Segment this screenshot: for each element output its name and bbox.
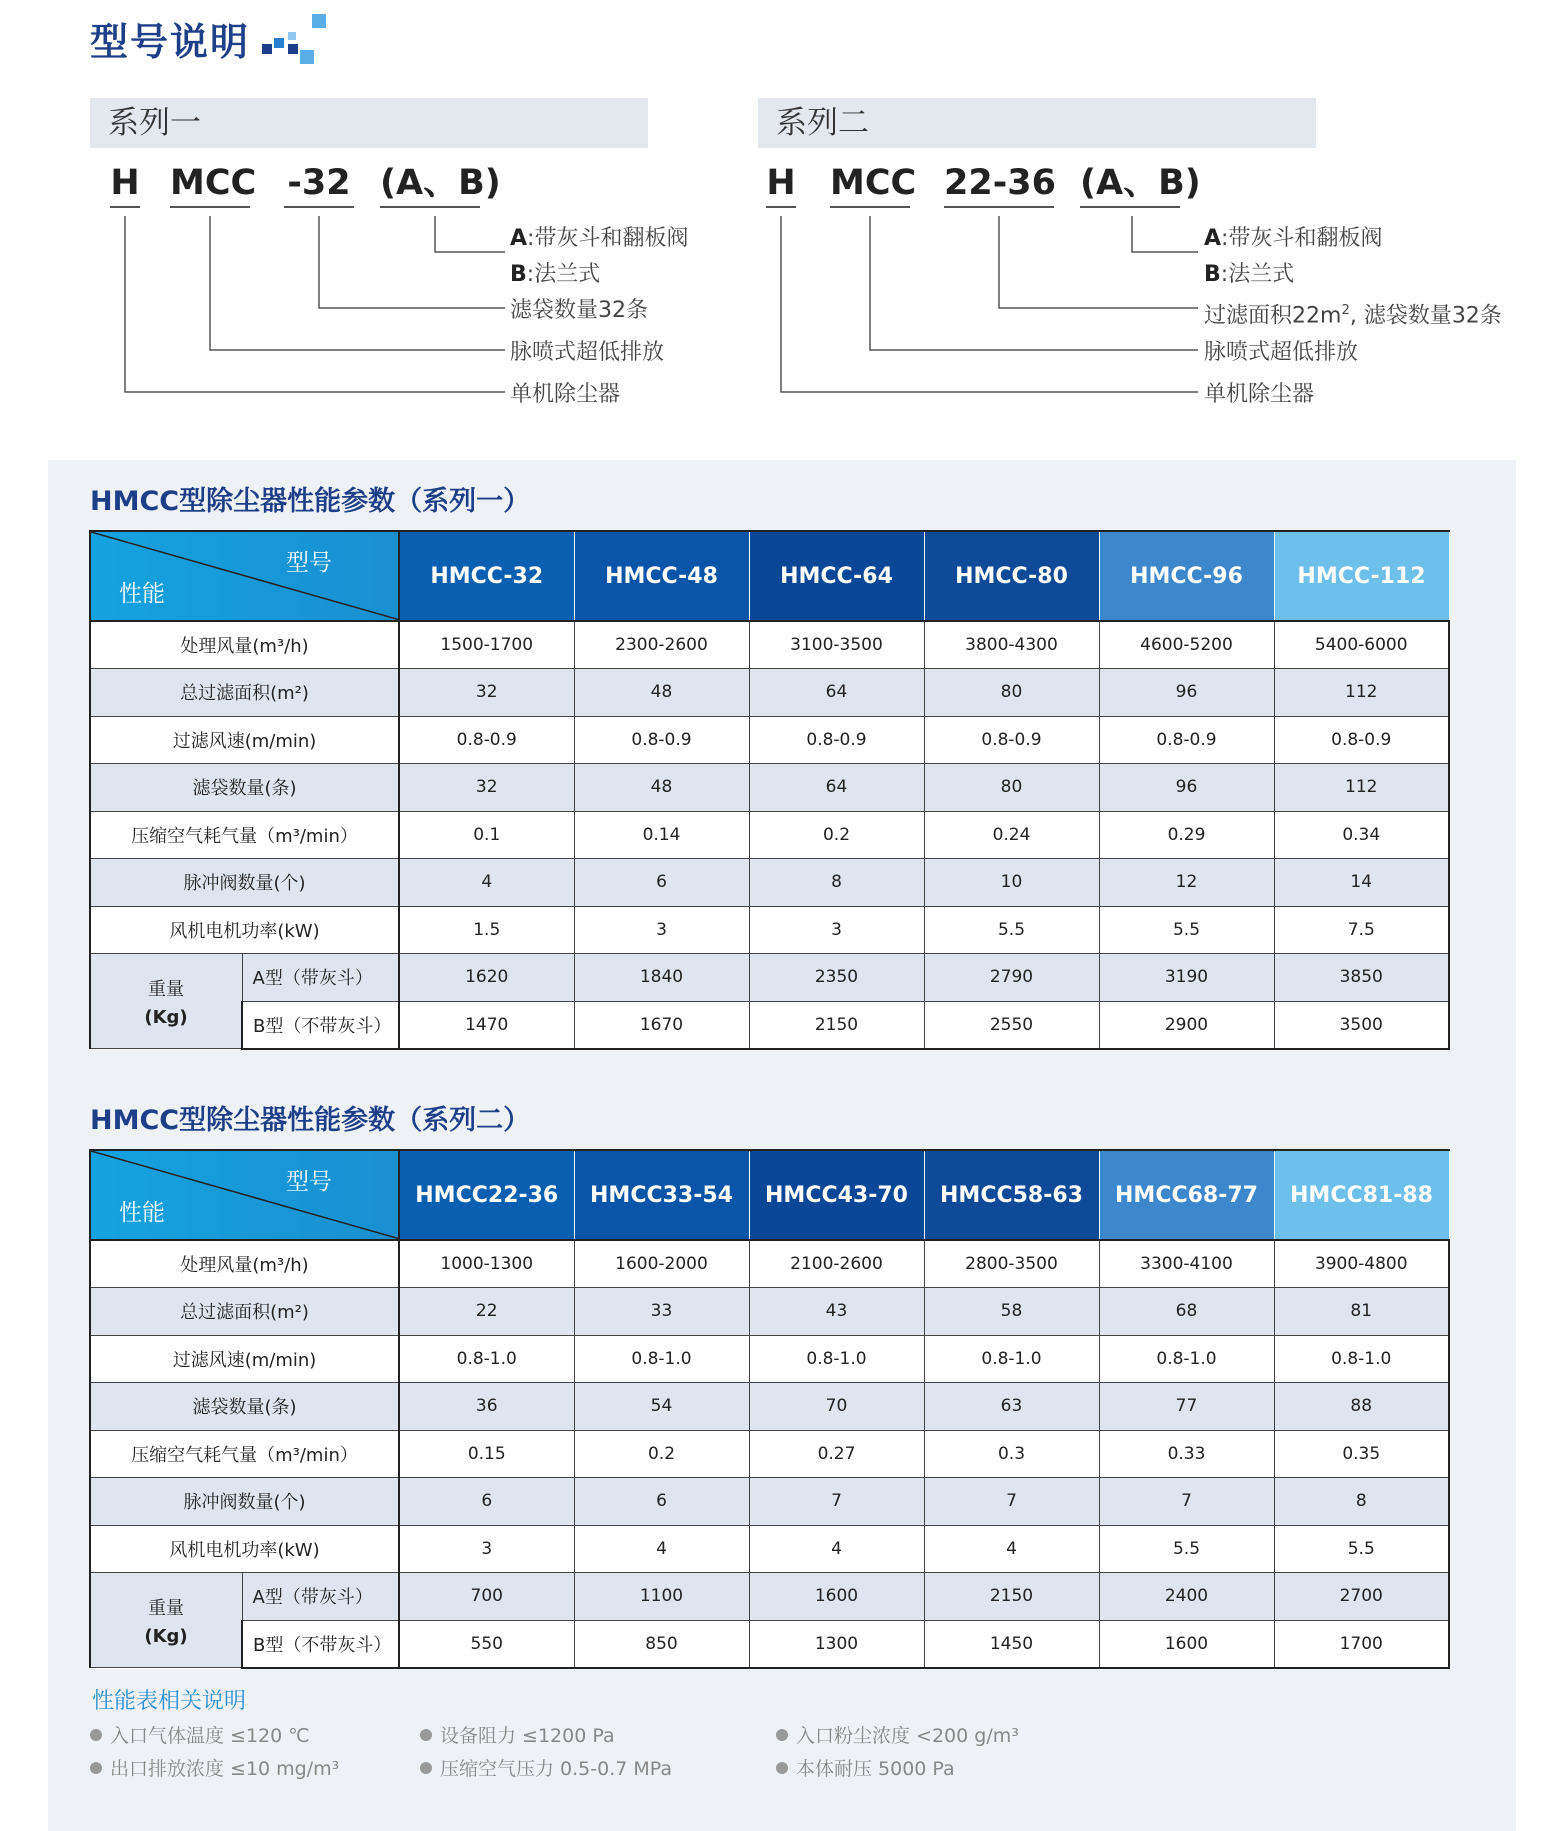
series-two-heading: 系列二 — [758, 98, 1316, 148]
weight-label: 重量 (Kg) — [90, 1573, 242, 1668]
table-cell: 81 — [1274, 1288, 1449, 1336]
table-cell: 64 — [749, 669, 924, 717]
table-cell: 2700 — [1274, 1573, 1449, 1621]
model-header-cell: HMCC-96 — [1099, 531, 1274, 621]
model-header-cell: HMCC58-63 — [924, 1150, 1099, 1240]
table-cell: 2100-2600 — [749, 1240, 924, 1288]
table-cell: 7.5 — [1274, 906, 1449, 954]
table-cell: 7 — [1099, 1478, 1274, 1526]
table-cell: 0.34 — [1274, 811, 1449, 859]
table-cell: 1450 — [924, 1620, 1099, 1668]
spec-table-series-two — [89, 1149, 1450, 1669]
weight-b-label: B型（不带灰斗） — [242, 1620, 399, 1668]
table-cell: 4 — [924, 1525, 1099, 1573]
table-cell: 0.14 — [574, 811, 749, 859]
table-cell: 7 — [749, 1478, 924, 1526]
table-cell: 0.2 — [574, 1430, 749, 1478]
table-row — [90, 1620, 1449, 1668]
table-cell: 7 — [924, 1478, 1099, 1526]
series-two-block — [758, 98, 1502, 418]
model-header-cell: HMCC33-54 — [574, 1150, 749, 1240]
series-two-desc-area: 过滤面积$22m^2$, 滤袋数量32条 — [1204, 303, 1502, 329]
table-cell: 33 — [574, 1288, 749, 1336]
table-cell: 0.29 — [1099, 811, 1274, 859]
table-cell: 0.8-0.9 — [399, 716, 574, 764]
table-cell: 0.8-0.9 — [924, 716, 1099, 764]
table-cell: 3900-4800 — [1274, 1240, 1449, 1288]
table-cell: 3500 — [1274, 1001, 1449, 1049]
table-cell: 0.8-0.9 — [1099, 716, 1274, 764]
table-cell: 1470 — [399, 1001, 574, 1049]
table-cell: 0.24 — [924, 811, 1099, 859]
row-label: 总过滤面积(m²) — [90, 1288, 399, 1336]
code-part: MCC — [830, 160, 910, 208]
table-cell: 3850 — [1274, 954, 1449, 1002]
corner-label-model: 型号 — [286, 1169, 332, 1195]
table-cell: 4 — [749, 1525, 924, 1573]
corner-label-model: 型号 — [286, 550, 332, 576]
table-cell: 4 — [399, 859, 574, 907]
table-cell: 70 — [749, 1383, 924, 1431]
table-cell: 0.8-1.0 — [399, 1335, 574, 1383]
table-cell: 22 — [399, 1288, 574, 1336]
table-row — [90, 621, 1449, 669]
table-cell: 6 — [574, 859, 749, 907]
corner-label-performance: 性能 — [119, 581, 165, 607]
table-cell: 10 — [924, 859, 1099, 907]
table-cell: 0.3 — [924, 1430, 1099, 1478]
notes-title: 性能表相关说明 — [92, 1689, 247, 1714]
weight-b-label: B型（不带灰斗） — [242, 1001, 399, 1049]
code-part: MCC — [170, 160, 250, 208]
table-row — [90, 811, 1449, 859]
table-cell: 5.5 — [1099, 1525, 1274, 1573]
series-two-code — [758, 160, 1316, 210]
note-item: 设备阻力 ≤1200 Pa — [420, 1721, 615, 1748]
table-cell: 2150 — [749, 1001, 924, 1049]
table-header-row — [90, 531, 1449, 621]
table-cell: 0.35 — [1274, 1430, 1449, 1478]
title-decoration-icon — [262, 14, 332, 64]
series-one-code — [90, 160, 648, 210]
table-row — [90, 1240, 1449, 1288]
table-cell: 1300 — [749, 1620, 924, 1668]
table-row — [90, 859, 1449, 907]
series-one-block — [90, 98, 689, 418]
series-one-desc-pulse: 脉喷式超低排放 — [510, 340, 665, 365]
table-cell: 0.8-1.0 — [749, 1335, 924, 1383]
table-cell: 1700 — [1274, 1620, 1449, 1668]
table-cell: 550 — [399, 1620, 574, 1668]
series-two-desc-unit: 单机除尘器 — [1204, 382, 1315, 407]
table-row — [90, 1573, 1449, 1621]
model-header-cell: HMCC43-70 — [749, 1150, 924, 1240]
table-cell: 4 — [574, 1525, 749, 1573]
table-cell: 0.15 — [399, 1430, 574, 1478]
table-cell: 2400 — [1099, 1573, 1274, 1621]
note-item: 出口排放浓度 ≤10 mg/m³ — [90, 1754, 339, 1781]
table-cell: 6 — [574, 1478, 749, 1526]
table-cell: 36 — [399, 1383, 574, 1431]
table-cell: 63 — [924, 1383, 1099, 1431]
table-cell: 96 — [1099, 669, 1274, 717]
series-one-heading: 系列一 — [90, 98, 648, 148]
code-part: (A、B) — [380, 160, 480, 208]
bullet-icon — [420, 1762, 432, 1774]
table-cell: 112 — [1274, 764, 1449, 812]
series-one-desc-unit: 单机除尘器 — [510, 382, 621, 407]
table-cell: 1100 — [574, 1573, 749, 1621]
table-cell: 68 — [1099, 1288, 1274, 1336]
series-two-desc-pulse: 脉喷式超低排放 — [1204, 340, 1359, 365]
table-cell: 14 — [1274, 859, 1449, 907]
series-one-desc-b: B:法兰式 — [510, 262, 601, 287]
table-cell: 1670 — [574, 1001, 749, 1049]
row-label: 脉冲阀数量(个) — [90, 1478, 399, 1526]
table-cell: 2790 — [924, 954, 1099, 1002]
table-cell: 3800-4300 — [924, 621, 1099, 669]
table-two-title: HMCC型除尘器性能参数（系列二） — [90, 1105, 531, 1136]
bullet-icon — [90, 1762, 102, 1774]
table-cell: 2150 — [924, 1573, 1099, 1621]
table-cell: 3100-3500 — [749, 621, 924, 669]
model-header-cell: HMCC81-88 — [1274, 1150, 1449, 1240]
bullet-icon — [90, 1729, 102, 1741]
table-cell: 2800-3500 — [924, 1240, 1099, 1288]
row-label: 总过滤面积(m²) — [90, 669, 399, 717]
table-header-row — [90, 1150, 1449, 1240]
table-cell: 3300-4100 — [1099, 1240, 1274, 1288]
table-cell: 1600 — [1099, 1620, 1274, 1668]
table-cell: 0.8-1.0 — [1274, 1335, 1449, 1383]
table-row — [90, 1288, 1449, 1336]
table-row — [90, 764, 1449, 812]
table-cell: 80 — [924, 764, 1099, 812]
row-label: 过滤风速(m/min) — [90, 716, 399, 764]
table-cell: 0.8-0.9 — [1274, 716, 1449, 764]
weight-a-label: A型（带灰斗） — [242, 1573, 399, 1621]
table-cell: 5.5 — [1099, 906, 1274, 954]
table-row — [90, 716, 1449, 764]
table-one-title: HMCC型除尘器性能参数（系列一） — [90, 486, 531, 517]
model-header-cell: HMCC68-77 — [1099, 1150, 1274, 1240]
table-row — [90, 1525, 1449, 1573]
table-cell: 0.2 — [749, 811, 924, 859]
table-cell: 0.8-0.9 — [574, 716, 749, 764]
table-cell: 2550 — [924, 1001, 1099, 1049]
table-cell: 4600-5200 — [1099, 621, 1274, 669]
table-cell: 1840 — [574, 954, 749, 1002]
model-header-cell: HMCC-112 — [1274, 531, 1449, 621]
table-row — [90, 1001, 1449, 1049]
table-cell: 12 — [1099, 859, 1274, 907]
code-part: 22-36 — [944, 160, 1054, 208]
row-label: 滤袋数量(条) — [90, 1383, 399, 1431]
page-title-block — [90, 12, 250, 72]
code-part: H — [766, 160, 796, 208]
table-cell: 0.8-0.9 — [749, 716, 924, 764]
bullet-icon — [776, 1729, 788, 1741]
page-title: 型号说明 — [90, 20, 251, 64]
table-cell: 48 — [574, 764, 749, 812]
table-cell: 1000-1300 — [399, 1240, 574, 1288]
series-one-connector-lines — [90, 208, 810, 408]
model-header-cell: HMCC-80 — [924, 531, 1099, 621]
table-cell: 3 — [399, 1525, 574, 1573]
table-row — [90, 1383, 1449, 1431]
table-cell: 5400-6000 — [1274, 621, 1449, 669]
note-item: 入口气体温度 ≤120 ℃ — [90, 1721, 310, 1748]
table-cell: 54 — [574, 1383, 749, 1431]
note-item: 本体耐压 5000 Pa — [776, 1754, 955, 1781]
table-corner-cell — [90, 531, 399, 621]
series-two-desc-a: A:带灰斗和翻板阀 — [1204, 226, 1383, 251]
table-cell: 2300-2600 — [574, 621, 749, 669]
row-label: 处理风量(m³/h) — [90, 1240, 399, 1288]
table-row — [90, 1430, 1449, 1478]
table-cell: 1600-2000 — [574, 1240, 749, 1288]
note-item: 压缩空气压力 0.5-0.7 MPa — [420, 1754, 672, 1781]
table-cell: 0.1 — [399, 811, 574, 859]
table-cell: 1.5 — [399, 906, 574, 954]
table-cell: 850 — [574, 1620, 749, 1668]
table-cell: 3 — [574, 906, 749, 954]
table-cell: 32 — [399, 669, 574, 717]
table-cell: 77 — [1099, 1383, 1274, 1431]
table-row — [90, 1478, 1449, 1526]
table-cell: 0.33 — [1099, 1430, 1274, 1478]
code-part: H — [110, 160, 140, 208]
row-label: 风机电机功率(kW) — [90, 906, 399, 954]
row-label: 风机电机功率(kW) — [90, 1525, 399, 1573]
table-cell: 32 — [399, 764, 574, 812]
table-cell: 112 — [1274, 669, 1449, 717]
table-cell: 8 — [749, 859, 924, 907]
table-cell: 1500-1700 — [399, 621, 574, 669]
table-cell: 96 — [1099, 764, 1274, 812]
row-label: 压缩空气耗气量（m³/min） — [90, 1430, 399, 1478]
table-cell: 5.5 — [924, 906, 1099, 954]
table-cell: 48 — [574, 669, 749, 717]
table-row — [90, 1335, 1449, 1383]
bullet-icon — [776, 1762, 788, 1774]
model-header-cell: HMCC-64 — [749, 531, 924, 621]
table-cell: 80 — [924, 669, 1099, 717]
model-header-cell: HMCC-32 — [399, 531, 574, 621]
code-part: (A、B) — [1080, 160, 1180, 208]
table-cell: 0.8-1.0 — [1099, 1335, 1274, 1383]
table-cell: 64 — [749, 764, 924, 812]
row-label: 过滤风速(m/min) — [90, 1335, 399, 1383]
table-cell: 43 — [749, 1288, 924, 1336]
spec-table-series-one — [89, 530, 1450, 1050]
table-cell: 3 — [749, 906, 924, 954]
table-row — [90, 954, 1449, 1002]
table-cell: 2900 — [1099, 1001, 1274, 1049]
table-cell: 5.5 — [1274, 1525, 1449, 1573]
table-row — [90, 669, 1449, 717]
table-cell: 0.27 — [749, 1430, 924, 1478]
table-cell: 1620 — [399, 954, 574, 1002]
row-label: 处理风量(m³/h) — [90, 621, 399, 669]
series-one-desc-a: A:带灰斗和翻板阀 — [510, 226, 689, 251]
weight-a-label: A型（带灰斗） — [242, 954, 399, 1002]
table-cell: 2350 — [749, 954, 924, 1002]
table-cell: 1600 — [749, 1573, 924, 1621]
note-item: 入口粉尘浓度 <200 g/m³ — [776, 1721, 1019, 1748]
table-cell: 6 — [399, 1478, 574, 1526]
table-cell: 88 — [1274, 1383, 1449, 1431]
table-cell: 8 — [1274, 1478, 1449, 1526]
row-label: 滤袋数量(条) — [90, 764, 399, 812]
series-two-desc-b: B:法兰式 — [1204, 262, 1295, 287]
table-cell: 0.8-1.0 — [574, 1335, 749, 1383]
weight-label: 重量 (Kg) — [90, 954, 242, 1049]
table-corner-cell — [90, 1150, 399, 1240]
table-cell: 3190 — [1099, 954, 1274, 1002]
row-label: 脉冲阀数量(个) — [90, 859, 399, 907]
table-cell: 0.8-1.0 — [924, 1335, 1099, 1383]
table-cell: 700 — [399, 1573, 574, 1621]
bullet-icon — [420, 1729, 432, 1741]
row-label: 压缩空气耗气量（m³/min） — [90, 811, 399, 859]
model-header-cell: HMCC22-36 — [399, 1150, 574, 1240]
corner-label-performance: 性能 — [119, 1200, 165, 1226]
code-part: -32 — [284, 160, 354, 208]
series-one-desc-bags: 滤袋数量32条 — [510, 298, 648, 323]
table-row — [90, 906, 1449, 954]
table-cell: 58 — [924, 1288, 1099, 1336]
model-header-cell: HMCC-48 — [574, 531, 749, 621]
